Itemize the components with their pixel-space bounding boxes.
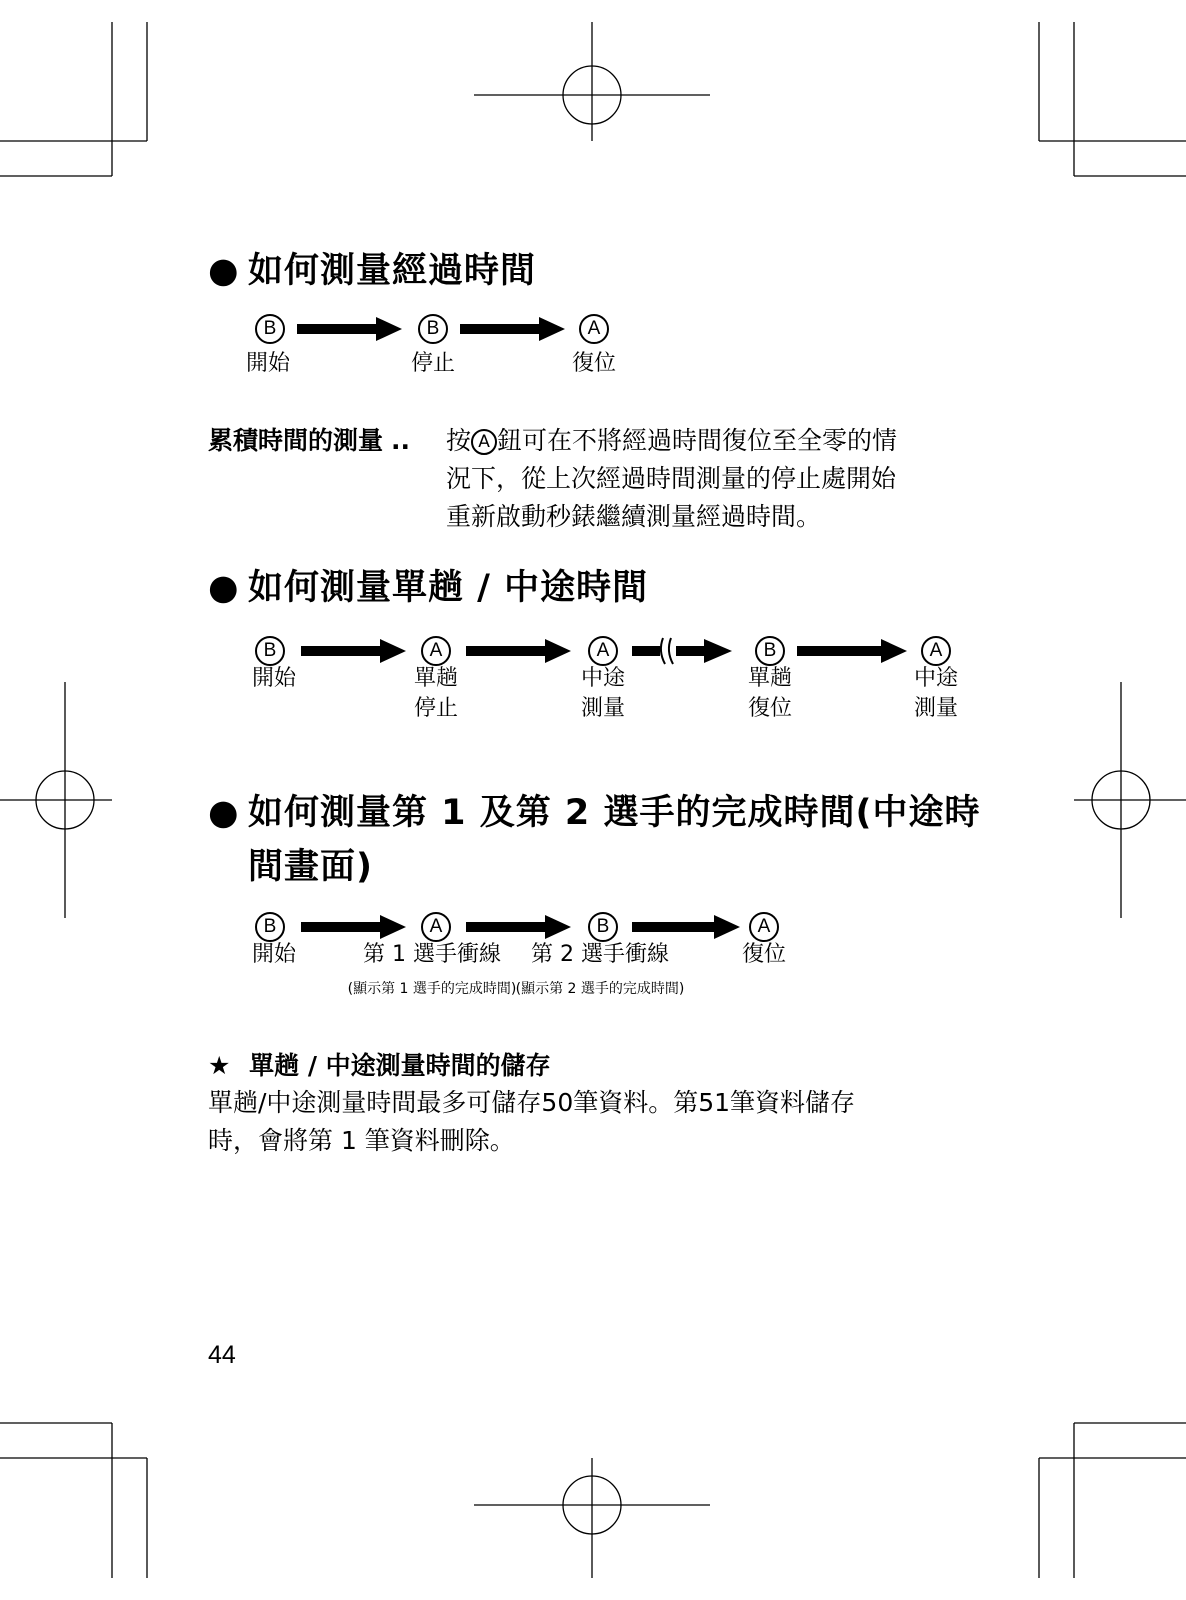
section-elapsed-title [208, 246, 536, 296]
arrow-icon [632, 915, 740, 939]
step-label: 開始 [245, 351, 291, 376]
section-finish-title-cont: 間畫面) [248, 847, 373, 887]
button-b-icon: B [418, 314, 448, 344]
term-dots: .. [390, 426, 410, 455]
arrow-icon [297, 317, 402, 341]
desc-line: 按 A 鈕可在不將經過時間復位至全零的情 [446, 426, 898, 455]
button-b-icon: B [255, 636, 285, 666]
step-label: 停止 [410, 351, 456, 376]
step-label: 復位 [747, 696, 793, 721]
arrow-icon [301, 915, 406, 939]
step-label: 開始 [251, 942, 297, 967]
button-a-icon: A [749, 912, 779, 942]
button-a-icon: A [588, 636, 618, 666]
memory-description [208, 1084, 988, 1160]
desc-line: 單趟/中途測量時間最多可儲存50筆資料。第51筆資料儲存 [208, 1088, 856, 1117]
page-number: 44 [208, 1341, 236, 1369]
heading-text: 如何測量單趟 / 中途時間 [248, 568, 649, 608]
button-b-icon: B [255, 912, 285, 942]
term-label: 累積時間的測量 [208, 426, 384, 455]
step-label: 單趟 [747, 666, 793, 691]
desc-line: 況下，從上次經過時間測量的停止處開始 [446, 464, 897, 493]
arrow-icon [797, 639, 907, 663]
step-label: 單趟 [413, 666, 459, 691]
button-b-icon: B [588, 912, 618, 942]
step-note: (顯示第 1 選手的完成時間) [347, 981, 517, 997]
step-label: 開始 [251, 666, 297, 691]
step-note: (顯示第 2 選手的完成時間) [515, 981, 685, 997]
desc-line: 重新啟動秒錶繼續測量經過時間。 [446, 502, 822, 531]
heading-text: 如何測量經過時間 [248, 251, 537, 291]
heading-text: 如何測量第 1 及第 2 選手的完成時間(中途時 [248, 793, 981, 833]
section-split-title [208, 563, 648, 613]
step-label: 停止 [413, 696, 459, 721]
accumulated-description [446, 422, 1006, 536]
section-finish-title [208, 788, 980, 838]
step-label: 復位 [571, 351, 617, 376]
button-b-icon: B [255, 314, 285, 344]
button-a-icon: A [921, 636, 951, 666]
button-a-icon: A [471, 429, 497, 455]
step-label: 第 1 選手衝線 [363, 942, 501, 967]
bullet-icon: ● [208, 251, 240, 291]
step-label: 中途 [580, 666, 626, 691]
step-label: 第 2 選手衝線 [531, 942, 669, 967]
button-a-icon: A [421, 636, 451, 666]
star-icon: ★ [208, 1051, 231, 1080]
break-arrow-icon [632, 636, 744, 666]
memory-title [208, 1048, 551, 1084]
step-label: 測量 [913, 696, 959, 721]
bullet-icon: ● [208, 793, 240, 833]
arrow-icon [301, 639, 406, 663]
arrow-icon [466, 639, 571, 663]
step-label: 中途 [913, 666, 959, 691]
arrow-icon [466, 915, 571, 939]
accumulated-term [208, 422, 410, 460]
desc-line: 時，會將第 1 筆資料刪除。 [208, 1126, 515, 1155]
button-b-icon: B [755, 636, 785, 666]
memory-title-text: 單趟 / 中途測量時間的儲存 [249, 1051, 551, 1080]
button-a-icon: A [421, 912, 451, 942]
step-label: 測量 [580, 696, 626, 721]
bullet-icon: ● [208, 568, 240, 608]
button-a-icon: A [579, 314, 609, 344]
step-label: 復位 [741, 942, 787, 967]
arrow-icon [460, 317, 565, 341]
